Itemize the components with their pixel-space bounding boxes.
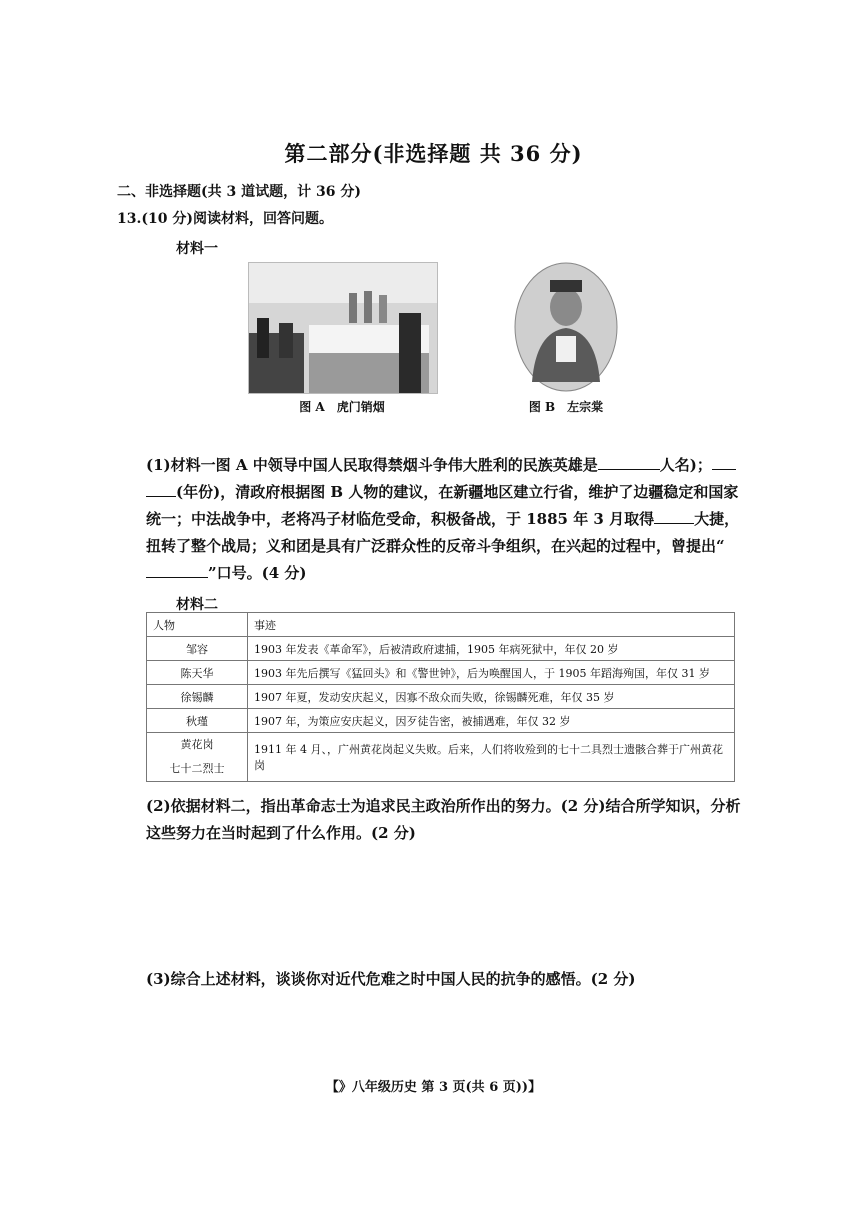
table-cell-name: 陈天华 bbox=[147, 661, 248, 685]
table-row bbox=[147, 685, 735, 709]
question-2-text: (2)依据材料二，指出革命志士为追求民主政治所作出的努力。(2 分)结合所学知识，分析这些努力在当时起到了什么作用。(2 分) bbox=[146, 797, 741, 842]
table-row bbox=[147, 733, 735, 782]
table-cell-name: 秋瑾 bbox=[147, 709, 248, 733]
answer-blank-victory[interactable] bbox=[654, 509, 694, 524]
q1-text-part-5: ”口号。(4 分) bbox=[208, 564, 307, 582]
figure-a-caption: 图 A 虎门销烟 bbox=[299, 400, 385, 414]
table-cell-deed: 1907 年，为策应安庆起义，因歹徒告密，被捕遇难，年仅 32 岁 bbox=[248, 709, 735, 733]
answer-blank-slogan[interactable] bbox=[146, 563, 208, 578]
table-cell-deed: 1911 年 4 月、，广州黄花岗起义失败。后来，人们将收殓到的七十二具烈士遗骸合葬于广州黄花岗 bbox=[248, 733, 735, 782]
q1-text-part-4: 大捷，扭转了整个战局；义和团是具有广泛群众性的反帝斗争组织，在兴起的过程中，曾提出“ bbox=[146, 510, 740, 555]
table-cell-deed: 1903 年先后撰写《猛回头》和《警世钟》，后为唤醒国人，于 1905 年蹈海殉国，年仅 31 岁 bbox=[248, 661, 735, 685]
figure-a-photo bbox=[248, 262, 438, 394]
table-cell-name-line-2: 七十二烈士 bbox=[169, 762, 225, 775]
figure-b-caption: 图 B 左宗棠 bbox=[528, 400, 604, 414]
table-row bbox=[147, 661, 735, 685]
section-header: 二、非选择题(共 3 道试题，计 36 分) bbox=[117, 184, 361, 200]
table-header-person: 人物 bbox=[147, 613, 248, 637]
table-cell-name: 邹容 bbox=[147, 637, 248, 661]
question-1-text bbox=[146, 452, 750, 587]
answer-blank-year-a[interactable] bbox=[712, 455, 736, 470]
q1-text-part-2: 人名)； bbox=[659, 456, 712, 474]
question-3-text: (3)综合上述材料，谈谈你对近代危难之时中国人民的抗争的感悟。(2 分) bbox=[146, 970, 636, 988]
page-footer: 【》八年级历史 第 3 页(共 6 页))】 bbox=[325, 1080, 542, 1095]
answer-blank-year-b[interactable] bbox=[146, 482, 176, 497]
table-cell-name-line-1: 黄花岗 bbox=[180, 738, 214, 751]
q1-text-part-3: (年份)，清政府根据图 B 人物的建议，在新疆地区建立行省，维护了边疆稳定和国家统一；中法战争中，老将冯子材临危受命，积极备战，于 1885 年 3 月取得 bbox=[146, 483, 739, 528]
part-title: 第二部分(非选择题 共 36 分) bbox=[284, 141, 583, 166]
answer-area-3[interactable] bbox=[146, 1000, 750, 1060]
answer-area-2[interactable] bbox=[146, 850, 750, 950]
table-cell-deed: 1903 年发表《革命军》，后被清政府逮捕，1905 年病死狱中，年仅 20 岁 bbox=[248, 637, 735, 661]
table-row bbox=[147, 709, 735, 733]
table-cell-deed: 1907 年夏，发动安庆起义，因寡不敌众而失败，徐锡麟死难，年仅 35 岁 bbox=[248, 685, 735, 709]
table-cell-name: 徐锡麟 bbox=[147, 685, 248, 709]
table-header-row bbox=[147, 613, 735, 637]
material-2-label: 材料二 bbox=[176, 597, 218, 613]
table-row bbox=[147, 637, 735, 661]
table-cell-name bbox=[147, 733, 248, 782]
table-header-deeds: 事迹 bbox=[248, 613, 735, 637]
figure-b-photo bbox=[514, 262, 618, 392]
answer-blank-hero[interactable] bbox=[598, 455, 660, 470]
revolutionaries-table bbox=[146, 612, 735, 782]
material-1-label: 材料一 bbox=[176, 241, 218, 257]
question-13-stem: 13.(10 分)阅读材料，回答问题。 bbox=[117, 211, 333, 227]
q1-text-part-1: (1)材料一图 A 中领导中国人民取得禁烟斗争伟大胜利的民族英雄是 bbox=[146, 456, 598, 474]
